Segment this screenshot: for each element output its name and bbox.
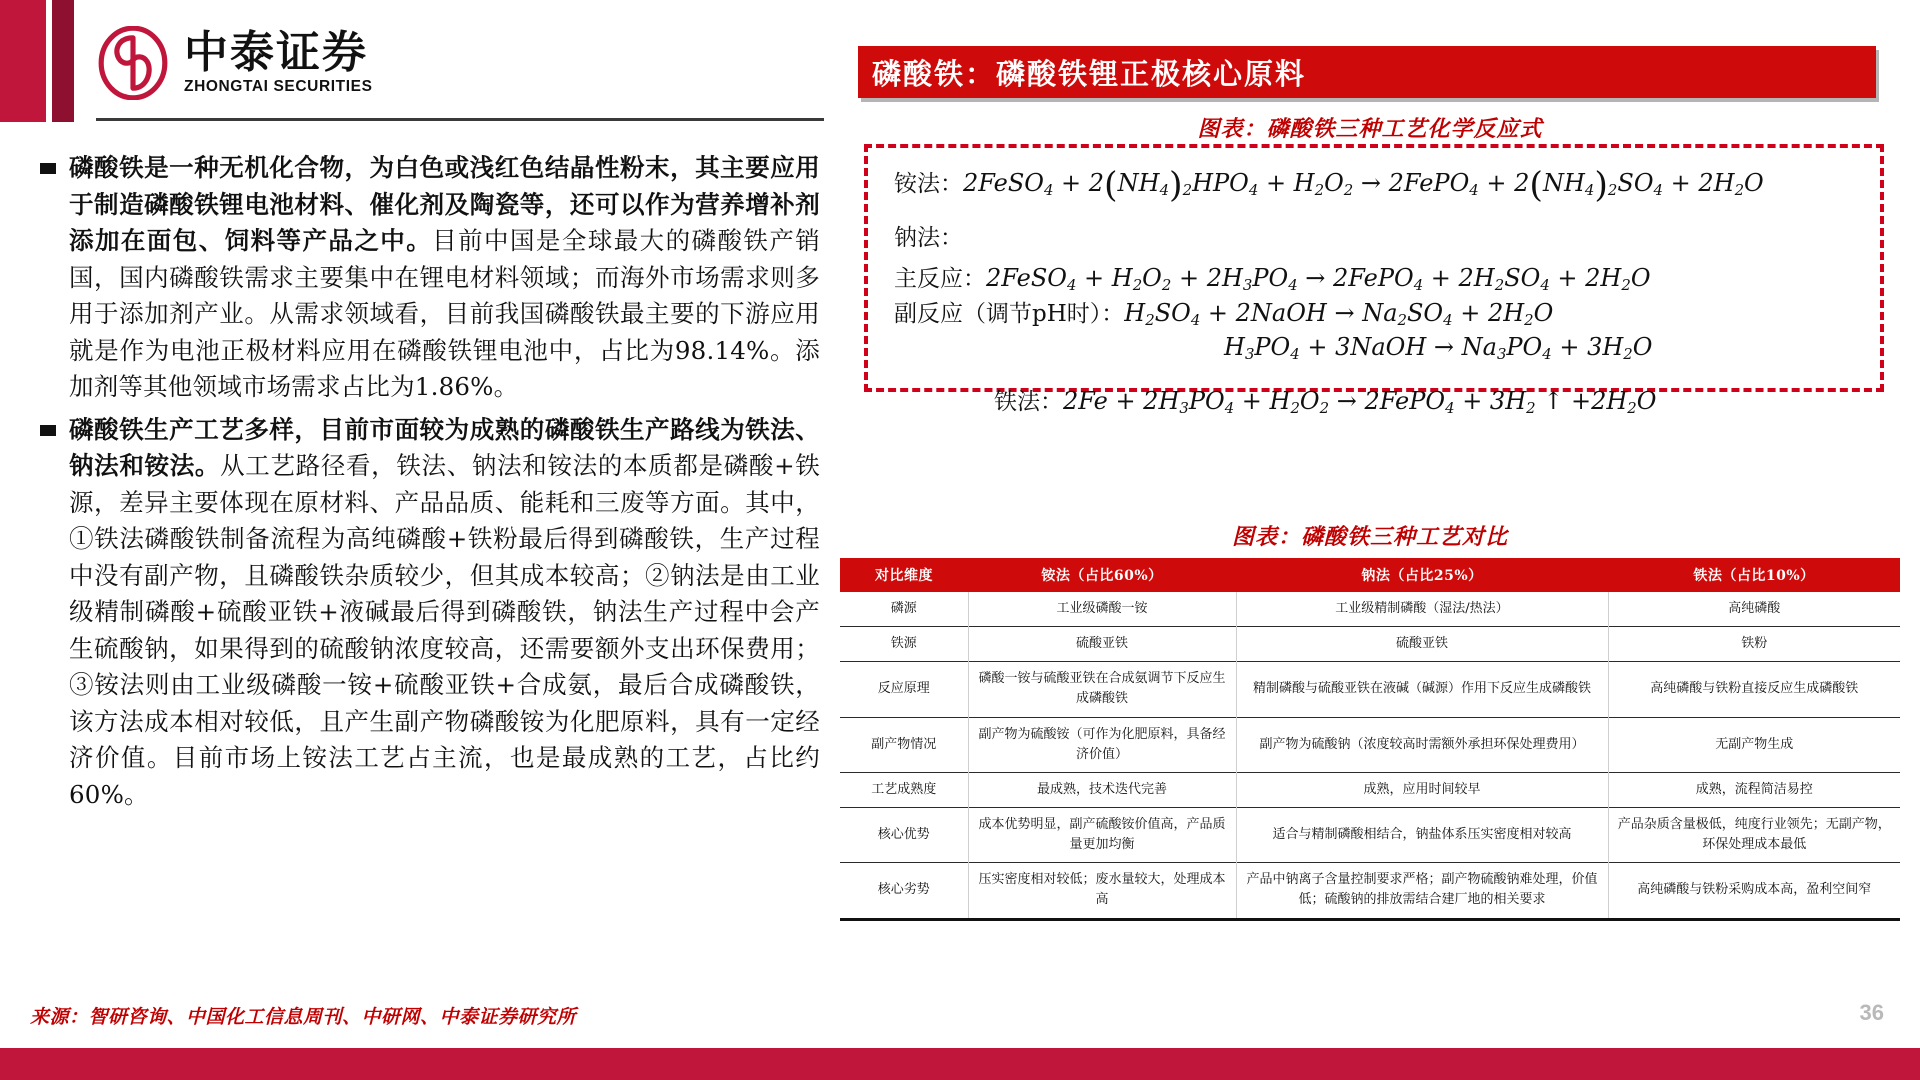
equation-label-sodium: 钠法： bbox=[894, 224, 963, 251]
table-row bbox=[840, 863, 1900, 919]
equation-row-sodium-side-1 bbox=[894, 298, 1858, 330]
equation-label-sodium-side: 副反应（调节pH时）： bbox=[894, 301, 1125, 328]
table-cell: 高纯磷酸 bbox=[1608, 592, 1900, 627]
page-title: 磷酸铁：磷酸铁锂正极核心原料 bbox=[872, 57, 1307, 91]
table-cell: 副产物为硫酸铵（可作为化肥原料，具备经济价值） bbox=[968, 717, 1236, 772]
table-row bbox=[840, 592, 1900, 627]
equation-formula-sodium-main: 2FeSO$_4$ + $H_2O_2 + 2H_3PO_4$ → 2FePO$_4$ + $2H_2SO_4 + 2H_2O$ bbox=[986, 263, 1651, 294]
table-row bbox=[840, 627, 1900, 662]
bullet-body-text: 从工艺路径看，铁法、钠法和铵法的本质都是磷酸+铁源，差异主要体现在原材料、产品品质、能耗和三废等方面。其中，①铁法磷酸铁制备流程为高纯磷酸+铁粉最后得到磷酸铁，生产过程中没有副产物，且磷酸铁杂质较少，但其成本较高；②钠法是由工业级精制磷酸+硫酸亚铁+液碱最后得到磷酸铁，钠法生产过程中会产生硫酸钠，如果得到的硫酸钠浓度较高，还需要额外支出环保费用；③铵法则由工业级磷酸一铵+硫酸亚铁+合成氨，最后合成磷酸铁，该方法成本相对较低，且产生副产物磷酸铵为化肥原料，具有一定经济价值。目前市场上铵法工艺占主流，也是最成熟的工艺，占比约60%。 bbox=[69, 451, 820, 809]
equation-label-ammonium: 铵法： bbox=[894, 171, 963, 197]
table-row-label: 反应原理 bbox=[840, 662, 968, 717]
bullet-lead-text: 磷酸铁生产工艺多样，目前市面较为成熟的磷酸铁生产路线为铁法、钠法和铵法。 bbox=[69, 414, 820, 480]
bullet-paragraph bbox=[69, 150, 820, 406]
table-row bbox=[840, 772, 1900, 807]
equation-row-ammonium bbox=[894, 165, 1858, 206]
table-cell: 高纯磷酸与铁粉直接反应生成磷酸铁 bbox=[1608, 662, 1900, 717]
table-row-label: 磷源 bbox=[840, 592, 968, 627]
source-note: 来源：智研咨询、中国化工信息周刊、中研网、中泰证券研究所 bbox=[30, 1006, 577, 1028]
equation-label-iron: 铁法： bbox=[994, 388, 1063, 415]
header-divider bbox=[96, 118, 824, 121]
bullet-lead-text: 磷酸铁是一种无机化合物，为白色或浅红色结晶性粉末，其主要应用于制造磷酸铁锂电池材料、催化剂及陶瓷等，还可以作为营养增补剂添加在面包、饲料等产品之中。 bbox=[69, 153, 820, 255]
equation-row-iron bbox=[894, 386, 1858, 418]
table-row bbox=[840, 717, 1900, 772]
left-text-column bbox=[40, 150, 820, 819]
brand-name-cn: 中泰证券 bbox=[184, 27, 368, 78]
zhongtai-logo-icon bbox=[96, 26, 170, 100]
equation-row-sodium-main bbox=[894, 263, 1858, 295]
equation-label-sodium-main: 主反应： bbox=[894, 265, 986, 292]
table-row-label: 核心优势 bbox=[840, 807, 968, 862]
table-figure-caption: 图表：磷酸铁三种工艺对比 bbox=[1231, 524, 1508, 550]
table-cell: 副产物为硫酸钠（浓度较高时需额外承担环保处理费用） bbox=[1236, 717, 1608, 772]
equation-box bbox=[864, 144, 1884, 417]
bullet-body-text: 目前中国是全球最大的磷酸铁产销国，国内磷酸铁需求主要集中在锂电材料领域；而海外市场需求则多用于添加剂产业。从需求领域看，目前我国磷酸铁最主要的下游应用就是作为电池正极材料应用在磷酸铁锂电池中，占比为98.14%。添加剂等其他领域市场需求占比为1.86%。 bbox=[69, 226, 820, 401]
table-cell: 工业级磷酸一铵 bbox=[968, 592, 1236, 627]
footer-accent-band bbox=[0, 1048, 1920, 1080]
equation-figure-caption: 图表：磷酸铁三种工艺化学反应式 bbox=[1197, 116, 1543, 142]
table-header-cell: 铵法（占比60%） bbox=[968, 558, 1236, 592]
page-number: 36 bbox=[1859, 1000, 1884, 1025]
table-cell: 高纯磷酸与铁粉采购成本高，盈利空间窄 bbox=[1608, 863, 1900, 919]
table-cell: 铁粉 bbox=[1608, 627, 1900, 662]
brand-name-en: ZHONGTAI SECURITIES bbox=[184, 78, 373, 95]
bullet-paragraph bbox=[69, 412, 820, 814]
table-cell: 成熟，应用时间较早 bbox=[1236, 772, 1608, 807]
table-header-cell: 钠法（占比25%） bbox=[1236, 558, 1608, 592]
table-cell: 压实密度相对较低；废水量较大，处理成本高 bbox=[968, 863, 1236, 919]
table-cell: 磷酸一铵与硫酸亚铁在合成氨调节下反应生成磷酸铁 bbox=[968, 662, 1236, 717]
table-cell: 成熟，流程简洁易控 bbox=[1608, 772, 1900, 807]
bullet-item bbox=[40, 150, 820, 406]
bullet-item bbox=[40, 412, 820, 814]
table-cell: 适合与精制磷酸相结合，钠盐体系压实密度相对较高 bbox=[1236, 807, 1608, 862]
comparison-table-wrapper bbox=[840, 558, 1900, 921]
table-cell: 成本优势明显，副产硫酸铵价值高，产品质量更加均衡 bbox=[968, 807, 1236, 862]
table-header-cell: 对比维度 bbox=[840, 558, 968, 592]
bullet-square-icon bbox=[40, 425, 56, 436]
comparison-table bbox=[840, 558, 1900, 921]
brand-logo bbox=[96, 26, 373, 100]
equation-formula-sodium-side-2: $H_3PO_4$ + 3NaOH → $Na_3PO_4 + 3H_2O$ bbox=[1224, 333, 1653, 364]
table-row-label: 核心劣势 bbox=[840, 863, 968, 919]
header-accent-bar-primary bbox=[0, 0, 46, 122]
table-cell: 无副产物生成 bbox=[1608, 717, 1900, 772]
table-cell: 产品中钠离子含量控制要求严格；副产物硫酸钠难处理，价值低；硫酸钠的排放需结合建厂地的相关要求 bbox=[1236, 863, 1608, 919]
table-body bbox=[840, 592, 1900, 919]
table-cell: 最成熟，技术迭代完善 bbox=[968, 772, 1236, 807]
table-cell: 硫酸亚铁 bbox=[968, 627, 1236, 662]
table-row bbox=[840, 807, 1900, 862]
equation-row-sodium-side-2 bbox=[894, 332, 1858, 364]
table-row-label: 工艺成熟度 bbox=[840, 772, 968, 807]
table-cell: 硫酸亚铁 bbox=[1236, 627, 1608, 662]
header-accent-bar-secondary bbox=[52, 0, 74, 122]
bullet-square-icon bbox=[40, 163, 56, 174]
table-cell: 工业级精制磷酸（湿法/热法） bbox=[1236, 592, 1608, 627]
table-cell: 产品杂质含量极低，纯度行业领先；无副产物，环保处理成本最低 bbox=[1608, 807, 1900, 862]
table-cell: 精制磷酸与硫酸亚铁在液碱（碱源）作用下反应生成磷酸铁 bbox=[1236, 662, 1608, 717]
equation-formula-iron: $2Fe + 2H_3PO_4 + H_2O_2$ → 2FePO$_4$ + $3H_2$ ↑ $+2H_2O$ bbox=[1063, 386, 1657, 417]
table-row bbox=[840, 662, 1900, 717]
table-header-row bbox=[840, 558, 1900, 592]
equation-formula-sodium-side-1: $H_2SO_4$ + 2NaOH → $Na_2SO_4 + 2H_2O$ bbox=[1124, 299, 1554, 330]
table-header-cell: 铁法（占比10%） bbox=[1608, 558, 1900, 592]
page-title-band bbox=[858, 46, 1876, 98]
table-row-label: 副产物情况 bbox=[840, 717, 968, 772]
table-row-label: 铁源 bbox=[840, 627, 968, 662]
equation-formula-ammonium: 2FeSO$_4$ + $2(NH_4)_2HPO_4 + H_2O_2$ → 2FePO$_4$ + $2(NH_4)_2SO_4 + 2H_2O$ bbox=[963, 165, 1764, 206]
